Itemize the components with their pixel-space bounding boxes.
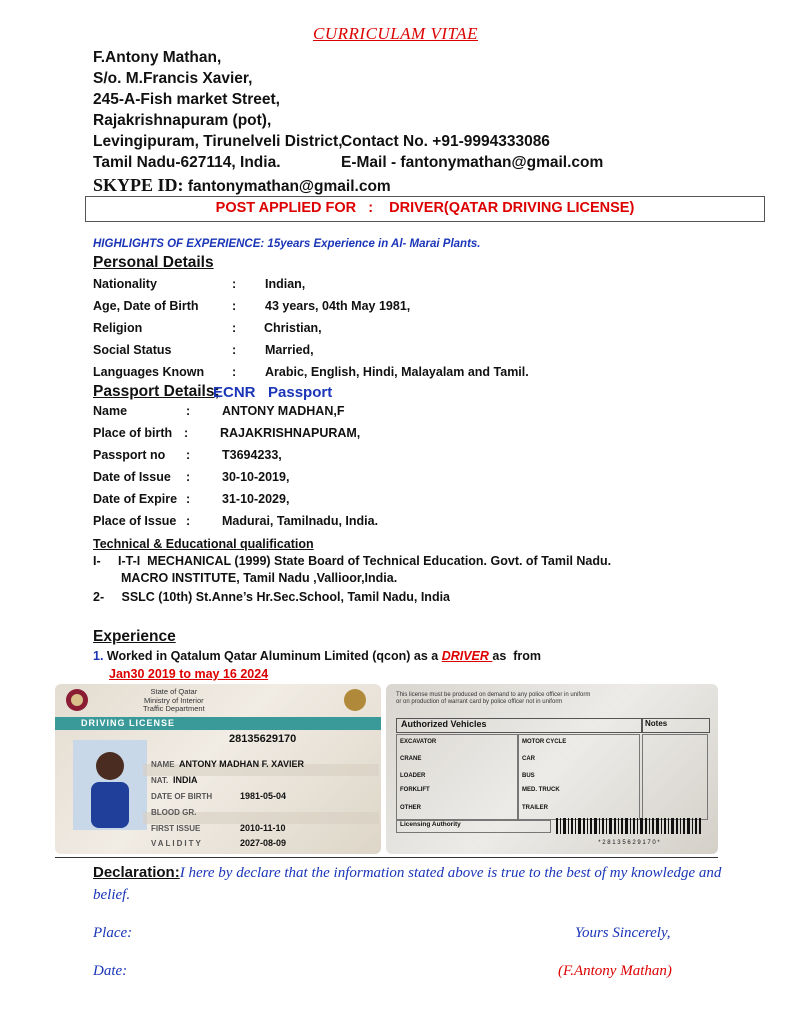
cv-title: CURRICULAM VITAE	[313, 24, 478, 43]
passport-row	[93, 470, 290, 484]
name-label: NAME	[151, 760, 175, 769]
personal-row	[93, 321, 322, 335]
barcode-icon	[554, 818, 704, 840]
row-value: 30-10-2019,	[222, 470, 290, 484]
vehicle-type: MOTOR CYCLE	[522, 739, 567, 745]
experience-item	[93, 649, 541, 663]
qualification-heading: Technical & Educational qualification	[93, 537, 314, 551]
vehicle-type: EXCAVATOR	[400, 739, 437, 745]
vehicle-type: CRANE	[400, 756, 422, 762]
experience-heading: Experience	[93, 628, 176, 645]
row-label: Date of Issue	[93, 470, 171, 484]
vehicle-type: LOADER	[400, 773, 426, 779]
row-colon: :	[184, 426, 189, 440]
vehicle-type: FORKLIFT	[400, 787, 430, 793]
row-label: Age, Date of Birth	[93, 299, 199, 313]
address-line: S/o. M.Francis Xavier,	[93, 70, 253, 87]
passport-heading: Passport Details;	[93, 383, 220, 400]
row-value: T3694233,	[222, 448, 282, 462]
license-nat: INDIA	[173, 775, 198, 785]
vehicle-type: CAR	[522, 756, 535, 762]
vehicle-type: MED. TRUCK	[522, 787, 560, 793]
vehicle-type: OTHER	[400, 805, 421, 811]
declaration-text: I here by declare that the information stated above is true to the best of my knowledge and belief.	[93, 865, 722, 903]
license-notice: This license must be produced on demand to any police officer in uniform or on production of warrant card by police officer not in uniform	[396, 692, 591, 705]
row-colon: :	[232, 277, 237, 291]
row-colon: :	[186, 470, 191, 484]
post-applied-box	[85, 196, 765, 222]
passport-row	[93, 404, 345, 418]
experience-role: DRIVER	[441, 649, 493, 663]
row-value: ANTONY MADHAN,F	[222, 404, 345, 418]
address-line: F.Antony Mathan,	[93, 49, 222, 66]
address-line: Rajakrishnapuram (pot),	[93, 112, 272, 129]
license-dept: Traffic Department	[143, 704, 205, 713]
ministry-emblem-icon	[344, 689, 366, 711]
passport-row	[93, 448, 282, 462]
closing-text: Yours Sincerely,	[575, 925, 671, 941]
personal-row	[93, 343, 314, 357]
row-colon: :	[186, 514, 191, 528]
declaration	[93, 862, 743, 906]
license-back-image	[386, 684, 718, 854]
experience-text: Worked in Qatalum Qatar Aluminum Limited (qcon) as a	[103, 649, 442, 663]
license-state: State of Qatar	[150, 687, 198, 696]
qualification-item: I- I-T-I MECHANICAL (1999) State Board of Technical Education. Govt. of Tamil Nadu.	[93, 554, 612, 568]
signature-name: (F.Antony Mathan)	[558, 963, 672, 979]
place-label: Place:	[93, 925, 133, 941]
vehicles-left-box	[396, 734, 518, 820]
contact-phone: Contact No. +91-9994333086	[341, 133, 550, 150]
personal-heading: Personal Details	[93, 254, 214, 271]
row-value: Arabic, English, Hindi, Malayalam and Tamil.	[265, 365, 529, 379]
contact-email: E-Mail - fantonymathan@gmail.com	[341, 154, 604, 171]
license-front-image	[55, 684, 381, 854]
vehicle-type: BUS	[522, 773, 535, 779]
row-colon: :	[232, 365, 237, 379]
row-colon: :	[186, 404, 191, 418]
qualification-item: 2- SSLC (10th) St.Anne’s Hr.Sec.School, Tamil Nadu, India	[93, 590, 451, 604]
personal-row	[93, 277, 306, 291]
post-applied-text: POST APPLIED FOR : DRIVER(QATAR DRIVING LICENSE)	[215, 200, 635, 216]
row-label: Social Status	[93, 343, 172, 357]
row-colon: :	[232, 343, 237, 357]
date-label: Date:	[93, 963, 128, 979]
license-header	[143, 688, 205, 714]
ecnr-label: ECNR Passport	[213, 384, 333, 401]
dob-label: DATE OF BIRTH	[151, 792, 213, 801]
row-label: Name	[93, 404, 128, 418]
address-line: Tamil Nadu-627114, India.	[93, 154, 281, 171]
authorized-vehicles-header: Authorized Vehicles	[396, 718, 642, 733]
vehicles-right-box	[518, 734, 640, 820]
license-dob: 1981-05-04	[240, 791, 287, 801]
skype-value: fantonymathan@gmail.com	[187, 178, 391, 195]
address-line: Levingipuram, Tirunelveli District,	[93, 133, 343, 150]
license-issue: 2010-11-10	[240, 823, 286, 833]
row-colon: :	[186, 492, 191, 506]
license-validity: 2027-08-09	[240, 838, 287, 848]
address-line: 245-A-Fish market Street,	[93, 91, 280, 108]
row-value: Married,	[265, 343, 314, 357]
notes-header: Notes	[642, 718, 710, 733]
row-value: Christian,	[264, 321, 322, 335]
notes-box	[642, 734, 708, 820]
photo-icon	[96, 752, 124, 780]
row-label: Date of Expire	[93, 492, 178, 506]
row-label: Passport no	[93, 448, 166, 462]
row-value: Madurai, Tamilnadu, India.	[222, 514, 379, 528]
qualification-item: MACRO INSTITUTE, Tamil Nadu ,Vallioor,India.	[121, 571, 398, 585]
row-label: Languages Known	[93, 365, 205, 379]
personal-row	[93, 299, 411, 313]
row-value: 43 years, 04th May 1981,	[265, 299, 411, 313]
license-band-label: DRIVING LICENSE	[81, 718, 176, 728]
experience-dates: Jan30 2019 to may 16 2024	[109, 667, 269, 681]
row-value: RAJAKRISHNAPURAM,	[220, 426, 361, 440]
passport-row	[93, 426, 361, 440]
row-colon: :	[232, 299, 237, 313]
personal-row	[93, 365, 529, 379]
row-label: Place of Issue	[93, 514, 177, 528]
skype-line	[93, 175, 391, 196]
divider	[55, 857, 718, 858]
licensing-authority: Licensing Authority	[396, 820, 551, 833]
row-colon: :	[186, 448, 191, 462]
row-label: Religion	[93, 321, 143, 335]
license-ministry: Ministry of Interior	[144, 695, 204, 705]
passport-row	[93, 492, 290, 506]
row-label: Place of birth	[93, 426, 173, 440]
blood-label: BLOOD GR.	[151, 808, 197, 817]
license-front-graphic	[55, 684, 381, 854]
row-value: 31-10-2029,	[222, 492, 290, 506]
row-value: Indian,	[265, 277, 306, 291]
experience-num: 1.	[93, 649, 104, 663]
row-colon: :	[232, 321, 237, 335]
license-number: 28135629170	[229, 733, 297, 745]
experience-text-end: as from	[492, 649, 542, 663]
highlights: HIGHLIGHTS OF EXPERIENCE: 15years Experience in Al- Marai Plants.	[93, 238, 481, 250]
barcode-number: * 2 8 1 3 5 6 2 9 1 7 0 *	[598, 840, 660, 846]
validity-label: VALIDITY	[151, 839, 203, 848]
skype-label: SKYPE ID:	[93, 175, 184, 195]
declaration-label: Declaration:	[93, 864, 180, 881]
license-name: ANTONY MADHAN F. XAVIER	[179, 759, 305, 769]
vehicle-type: TRAILER	[522, 805, 548, 811]
nat-label: NAT.	[151, 776, 169, 785]
row-label: Nationality	[93, 277, 157, 291]
passport-row	[93, 514, 379, 528]
issue-label: FIRST ISSUE	[151, 824, 201, 833]
